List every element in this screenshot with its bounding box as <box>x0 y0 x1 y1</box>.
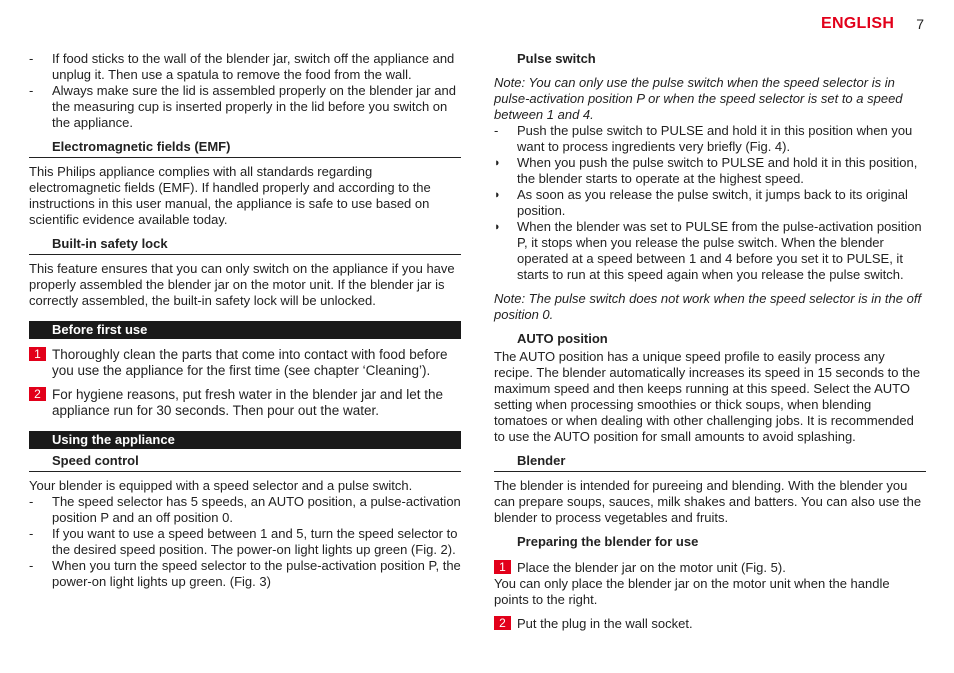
list-item: - If you want to use a speed between 1 and 5, turn the speed selector to the desired speed position. The power-on light lights up green (Fig. 2). <box>29 526 461 558</box>
section-bar-using-appliance: Using the appliance <box>29 431 461 449</box>
step-text: Place the blender jar on the motor unit (Fig. 5). <box>517 560 786 575</box>
result-item: ◗ When the blender was set to PULSE from the pulse-activation position P, it stops when you release the pulse switch. When the blender operated at a speed between 1 and 4 before you set it to PULSE, it starts to run at this speed again when you release the pulse switch. <box>494 219 926 283</box>
step-item <box>29 387 461 419</box>
section-heading-pulse-switch: Pulse switch <box>517 51 596 66</box>
language-label: ENGLISH <box>820 15 895 32</box>
safety-lock-text: This feature ensures that you can only switch on the appliance if you have properly assembled the blender jar on the motor unit. If the blender jar is correctly assembled, the built-in safety lock will be unlocked. <box>29 261 455 308</box>
result-item: ◗ As soon as you release the pulse switch, it jumps back to its original position. <box>494 187 926 219</box>
section-bar-before-first-use: Before first use <box>29 321 461 339</box>
step-text: Thoroughly clean the parts that come into contact with food before you use the appliance for the first time (see chapter ‘Cleaning’). <box>52 347 448 378</box>
page-number: 7 <box>916 16 924 32</box>
list-item: - Always make sure the lid is assembled properly on the blender jar and the measuring cup is inserted properly in the lid before you switch on the appliance. <box>29 83 461 131</box>
left-column <box>29 51 461 590</box>
list-item: - The speed selector has 5 speeds, an AUTO position, a pulse-activation position P and an off position 0. <box>29 494 461 526</box>
list-item: - When you turn the speed selector to the pulse-activation position P, the power-on light lights up green. (Fig. 3) <box>29 558 461 590</box>
step-item <box>494 560 926 576</box>
page-header <box>821 16 924 32</box>
section-heading-blender: Blender <box>494 453 926 472</box>
note-text: Note: The pulse switch does not work when the speed selector is in the off position 0. <box>494 291 922 322</box>
section-heading-safety-lock: Built-in safety lock <box>29 236 461 255</box>
blender-text: The blender is intended for pureeing and blending. With the blender you can prepare soups, sauces, milk shakes and batters. You can also use the blender to process vegetables and fruits. <box>494 478 922 525</box>
step-number: 2 <box>494 616 511 630</box>
step-note: You can only place the blender jar on the motor unit when the handle points to the right. <box>494 576 890 607</box>
speed-intro: Your blender is equipped with a speed selector and a pulse switch. <box>29 478 413 493</box>
step-number: 2 <box>29 387 46 401</box>
auto-text: The AUTO position has a unique speed profile to easily process any recipe. The blender automatically increases its speed in 15 seconds to the maximum speed and then keeps running at this speed. Select the AUTO setting when processing smoothies or thick soups, when blending tomatoes or when dealing with other challenging jobs. It is recommended to use the AUTO position for small amounts to avoid splashing. <box>494 349 921 444</box>
step-item <box>494 616 926 632</box>
step-text: Put the plug in the wall socket. <box>517 616 693 631</box>
step-item <box>29 347 461 379</box>
right-column <box>494 51 926 632</box>
step-number: 1 <box>494 560 511 574</box>
list-item: - If food sticks to the wall of the blender jar, switch off the appliance and unplug it. Then use a spatula to remove the food from the wall. <box>29 51 461 83</box>
step-number: 1 <box>29 347 46 361</box>
step-text: For hygiene reasons, put fresh water in the blender jar and let the appliance run for 30 seconds. Then pour out the water. <box>52 387 443 418</box>
section-heading-auto-position: AUTO position <box>517 331 608 346</box>
emf-text: This Philips appliance complies with all standards regarding electromagnetic fields (EMF). If handled properly and according to the instructions in this user manual, the appliance is safe to use based on scientific evidence available today. <box>29 164 431 227</box>
section-heading-emf: Electromagnetic fields (EMF) <box>29 139 461 158</box>
list-item: - Push the pulse switch to PULSE and hold it in this position when you want to process ingredients very briefly (Fig. 4). <box>494 123 926 155</box>
note-text: Note: You can only use the pulse switch when the speed selector is in pulse-activation position P or when the speed selector is set to a speed between 1 and 4. <box>494 75 903 122</box>
result-item: ◗ When you push the pulse switch to PULSE and hold it in this position, the blender starts to operate at the highest speed. <box>494 155 926 187</box>
section-heading-speed-control: Speed control <box>29 453 461 472</box>
section-heading-preparing: Preparing the blender for use <box>517 534 699 549</box>
